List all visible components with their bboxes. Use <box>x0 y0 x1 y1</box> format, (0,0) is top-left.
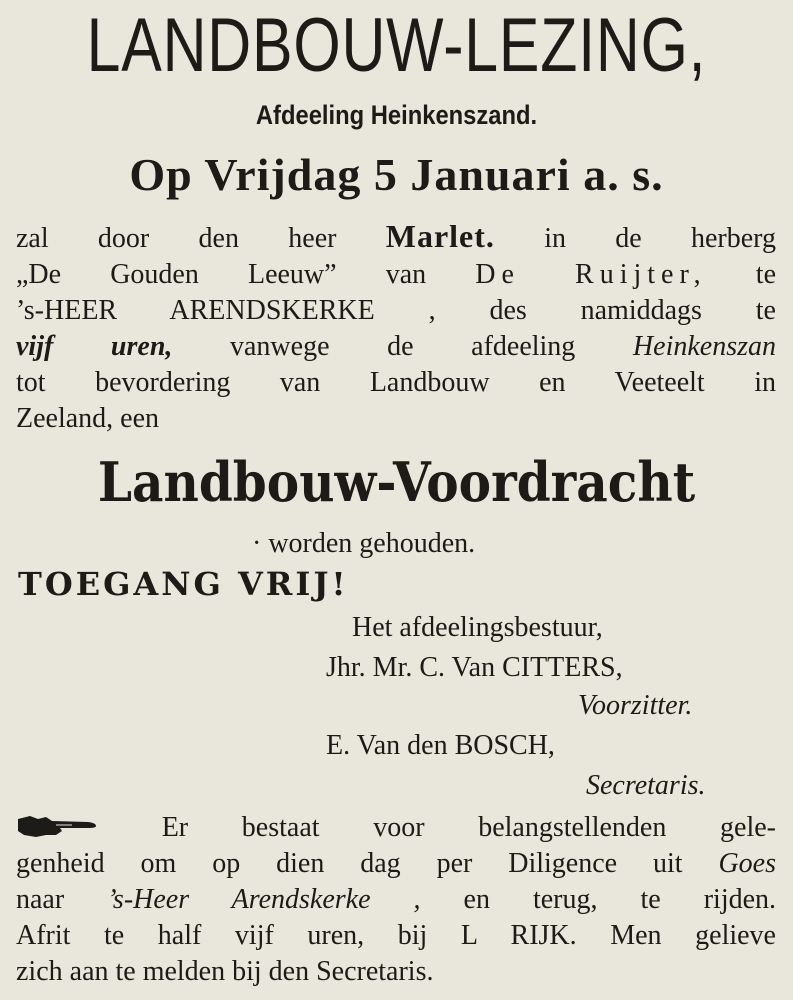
travel-note <box>16 810 776 990</box>
ad-subtitle: Afdeeling Heinkenszand. <box>255 100 538 130</box>
worden-line: · worden gehouden. <box>252 528 476 559</box>
body-line-2: „De Gouden Leeuw” van De Ruijter, te <box>16 259 776 290</box>
body-line-4: vijf uren, vanwege de afdeeling Heinkenszan <box>16 331 776 362</box>
announcement-paragraph <box>16 218 776 437</box>
note-line-3: naar ’s-Heer Arendskerke , en terug, te rijden. <box>16 884 776 915</box>
secretary-role: Secretaris. <box>586 770 706 801</box>
date-line: Op Vrijdag 5 Januari a. s. <box>129 149 664 200</box>
innkeeper-name: De Ruijter, <box>475 259 707 290</box>
ad-title: LANDBOUW-LEZING, <box>86 3 707 88</box>
board-label: Het afdeelingsbestuur, <box>352 612 603 643</box>
chair-role: Voorzitter. <box>578 690 693 721</box>
free-entry-notice: TOEGANG VRIJ! <box>18 565 349 603</box>
lecture-time: vijf uren, <box>16 331 173 362</box>
note-line-1: Er bestaat voor belangstellenden gele- <box>16 810 776 846</box>
secretary-name: E. Van den BOSCH, <box>326 730 555 761</box>
body-line-1: zal door den heer Marlet. in de herberg <box>16 218 776 254</box>
lecture-headline: Landbouw-Voordracht <box>97 450 696 514</box>
pointing-hand-icon <box>16 813 98 839</box>
chair-name: Jhr. Mr. C. Van CITTERS, <box>326 652 623 683</box>
note-line-4: Afrit te half vijf uren, bij L RIJK. Men gelieve <box>16 920 776 951</box>
note-line-2: genheid om op dien dag per Diligence uit Goes <box>16 848 776 879</box>
body-line-5: tot bevordering van Landbouw en Veeteelt in <box>16 367 776 398</box>
body-line-3: ’s-HEER ARENDSKERKE , des namiddags te <box>16 295 776 326</box>
speaker-name: Marlet <box>385 218 486 254</box>
note-line-5: zich aan te melden bij den Secretaris. <box>16 956 434 987</box>
body-line-6: Zeeland, een <box>16 403 160 434</box>
